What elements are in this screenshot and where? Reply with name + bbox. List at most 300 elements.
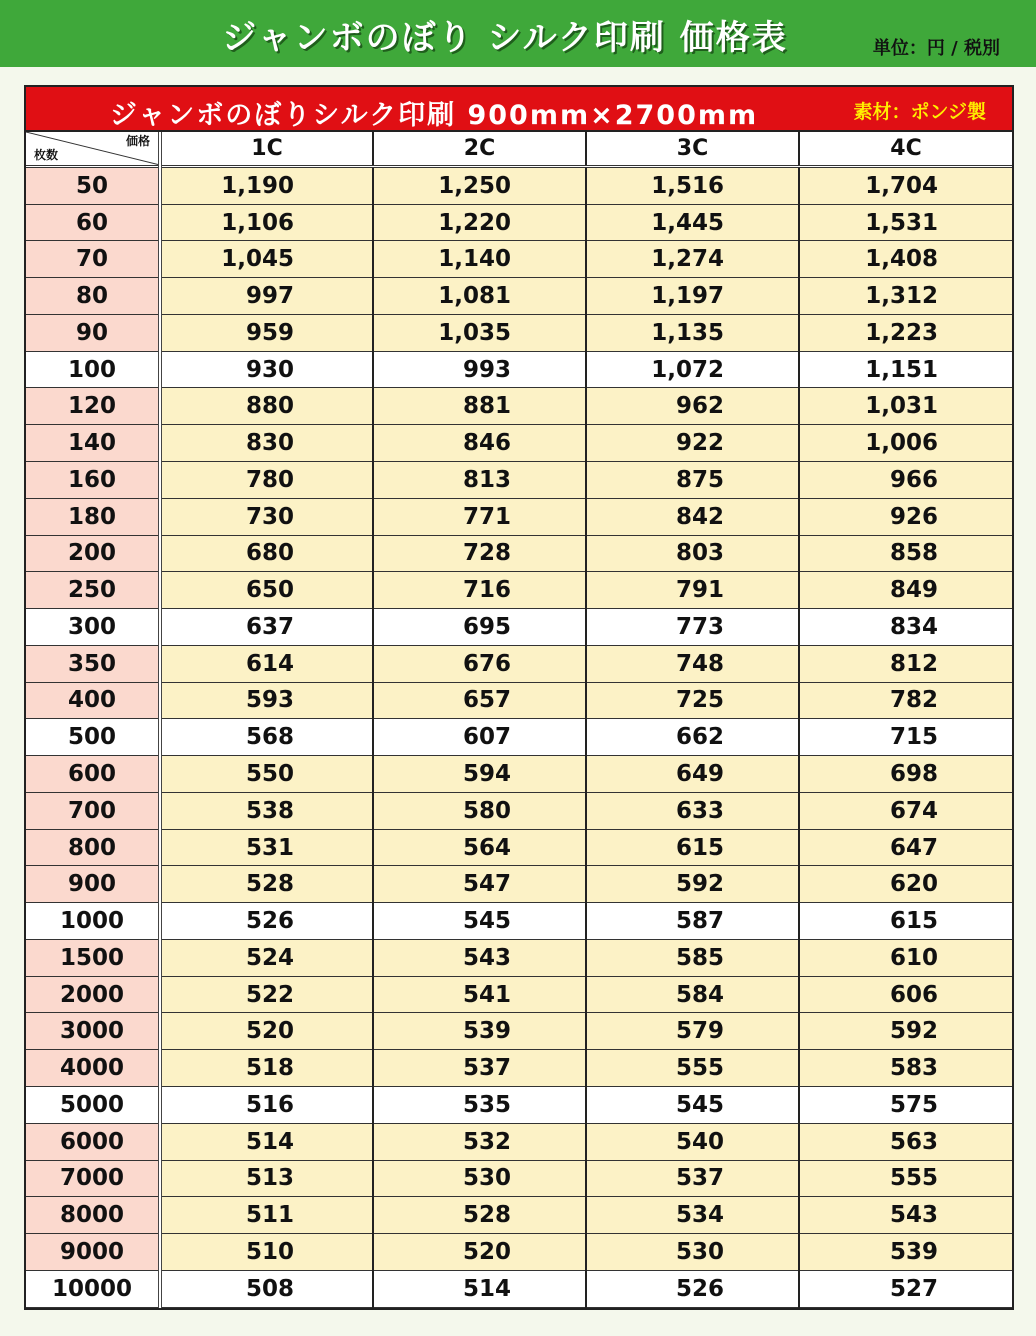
- price-cell: [799, 388, 1012, 425]
- price-table-panel: [24, 85, 1014, 1310]
- price-cell: [373, 609, 586, 646]
- table-row: [26, 1270, 1012, 1307]
- price-cell: [586, 609, 799, 646]
- price-cell: [373, 204, 586, 241]
- price-value: 997: [245, 283, 294, 310]
- price-cell: [160, 535, 373, 572]
- price-cell: [160, 866, 373, 903]
- price-value: 834: [889, 613, 938, 640]
- price-value: 518: [245, 1055, 294, 1082]
- title-banner: [0, 0, 1036, 67]
- qty-cell: 1500: [26, 939, 160, 976]
- qty-cell: 600: [26, 756, 160, 793]
- table-row: [26, 1234, 1012, 1271]
- price-value: 555: [889, 1165, 938, 1192]
- price-value: 922: [675, 430, 724, 457]
- price-value: 962: [675, 393, 724, 420]
- price-value: 1,408: [865, 246, 938, 273]
- price-value: 522: [245, 981, 294, 1008]
- price-value: 674: [889, 797, 938, 824]
- price-cell: [160, 166, 373, 204]
- price-cell: [799, 609, 1012, 646]
- price-value: 620: [889, 871, 938, 898]
- price-value: 534: [675, 1202, 724, 1229]
- price-cell: [160, 1234, 373, 1271]
- qty-cell: 250: [26, 572, 160, 609]
- price-cell: [586, 976, 799, 1013]
- price-value: 662: [675, 724, 724, 751]
- table-row: [26, 388, 1012, 425]
- price-value: 1,250: [438, 172, 511, 199]
- price-value: 510: [245, 1238, 294, 1265]
- price-value: 1,045: [221, 246, 294, 273]
- price-cell: [586, 939, 799, 976]
- price-cell: [160, 462, 373, 499]
- price-value: 584: [675, 981, 724, 1008]
- price-cell: [799, 425, 1012, 462]
- price-cell: [373, 425, 586, 462]
- price-cell: [586, 1123, 799, 1160]
- price-value: 607: [462, 724, 511, 751]
- price-cell: [373, 903, 586, 940]
- price-value: 1,445: [651, 209, 724, 236]
- price-value: 1,135: [651, 319, 724, 346]
- price-cell: [373, 166, 586, 204]
- table-row: [26, 1160, 1012, 1197]
- price-cell: [160, 645, 373, 682]
- corner-cell: [26, 132, 160, 166]
- price-cell: [373, 866, 586, 903]
- table-row: [26, 939, 1012, 976]
- price-cell: [160, 903, 373, 940]
- price-cell: [373, 1123, 586, 1160]
- price-value: 592: [675, 871, 724, 898]
- price-value: 846: [462, 430, 511, 457]
- price-cell: [586, 1013, 799, 1050]
- qty-cell: 100: [26, 351, 160, 388]
- corner-price-label: 価格: [125, 134, 150, 148]
- table-row: [26, 425, 1012, 462]
- price-cell: [799, 1197, 1012, 1234]
- price-cell: [586, 535, 799, 572]
- table-row: [26, 756, 1012, 793]
- price-cell: [373, 1160, 586, 1197]
- table-row: [26, 1123, 1012, 1160]
- price-value: 715: [889, 724, 938, 751]
- column-header-1c: 1C: [160, 132, 373, 166]
- qty-cell: 5000: [26, 1087, 160, 1124]
- price-value: 526: [245, 908, 294, 935]
- price-value: 532: [462, 1128, 511, 1155]
- price-cell: [373, 572, 586, 609]
- price-cell: [799, 278, 1012, 315]
- price-cell: [160, 939, 373, 976]
- price-cell: [160, 756, 373, 793]
- qty-cell: 500: [26, 719, 160, 756]
- price-cell: [373, 1013, 586, 1050]
- price-value: 540: [675, 1128, 724, 1155]
- price-value: 579: [675, 1018, 724, 1045]
- price-cell: [160, 278, 373, 315]
- price-value: 858: [889, 540, 938, 567]
- price-value: 539: [889, 1238, 938, 1265]
- column-header-4c: 4C: [799, 132, 1012, 166]
- price-value: 966: [889, 466, 938, 493]
- price-cell: [586, 204, 799, 241]
- price-value: 594: [462, 761, 511, 787]
- price-cell: [373, 1270, 586, 1307]
- price-cell: [586, 1050, 799, 1087]
- price-value: 531: [245, 834, 294, 861]
- price-cell: [799, 866, 1012, 903]
- price-value: 568: [245, 724, 294, 751]
- table-row: [26, 976, 1012, 1013]
- qty-cell: 400: [26, 682, 160, 719]
- table-row: [26, 166, 1012, 204]
- price-cell: [586, 682, 799, 719]
- price-cell: [799, 166, 1012, 204]
- price-cell: [160, 792, 373, 829]
- table-row: [26, 572, 1012, 609]
- qty-cell: 350: [26, 645, 160, 682]
- qty-cell: 700: [26, 792, 160, 829]
- price-cell: [160, 1087, 373, 1124]
- price-table: [26, 132, 1012, 1308]
- price-cell: [799, 829, 1012, 866]
- price-cell: [160, 719, 373, 756]
- price-cell: [586, 829, 799, 866]
- table-row: [26, 204, 1012, 241]
- price-value: 1,072: [651, 356, 724, 383]
- price-value: 538: [245, 797, 294, 824]
- price-cell: [799, 1013, 1012, 1050]
- price-cell: [160, 1123, 373, 1160]
- price-value: 1,006: [865, 430, 938, 457]
- price-cell: [373, 498, 586, 535]
- price-value: 1,531: [865, 209, 938, 236]
- price-value: 539: [462, 1018, 511, 1045]
- table-row: [26, 1087, 1012, 1124]
- price-value: 1,197: [651, 283, 724, 310]
- price-cell: [586, 645, 799, 682]
- table-row: [26, 1197, 1012, 1234]
- price-cell: [373, 1050, 586, 1087]
- price-value: 695: [462, 613, 511, 640]
- price-cell: [799, 204, 1012, 241]
- qty-cell: 2000: [26, 976, 160, 1013]
- price-cell: [586, 241, 799, 278]
- price-cell: [160, 351, 373, 388]
- table-row: [26, 535, 1012, 572]
- price-cell: [160, 241, 373, 278]
- price-cell: [373, 535, 586, 572]
- price-value: 593: [245, 687, 294, 714]
- price-cell: [373, 351, 586, 388]
- price-value: 1,220: [438, 209, 511, 236]
- qty-cell: 160: [26, 462, 160, 499]
- price-cell: [799, 719, 1012, 756]
- price-value: 1,274: [651, 246, 724, 273]
- price-value: 1,140: [438, 246, 511, 273]
- price-value: 716: [462, 577, 511, 604]
- price-cell: [586, 1234, 799, 1271]
- price-cell: [160, 204, 373, 241]
- price-value: 614: [245, 650, 294, 677]
- qty-cell: 200: [26, 535, 160, 572]
- price-value: 555: [675, 1055, 724, 1082]
- price-value: 657: [462, 687, 511, 714]
- price-value: 1,081: [438, 283, 511, 310]
- price-value: 633: [675, 797, 724, 824]
- price-value: 514: [462, 1275, 511, 1302]
- price-value: 543: [889, 1202, 938, 1229]
- price-value: 524: [245, 944, 294, 971]
- price-value: 842: [675, 503, 724, 530]
- price-value: 637: [245, 613, 294, 640]
- price-cell: [160, 1270, 373, 1307]
- qty-cell: 180: [26, 498, 160, 535]
- table-title-bar: [26, 87, 1012, 132]
- table-row: [26, 278, 1012, 315]
- price-value: 606: [889, 981, 938, 1008]
- price-cell: [160, 976, 373, 1013]
- table-row: [26, 462, 1012, 499]
- price-cell: [160, 425, 373, 462]
- price-value: 849: [889, 577, 938, 604]
- table-row: [26, 498, 1012, 535]
- page-title: ジャンボのぼり シルク印刷 価格表: [222, 18, 788, 58]
- price-cell: [586, 719, 799, 756]
- price-cell: [799, 1087, 1012, 1124]
- price-cell: [373, 1197, 586, 1234]
- price-value: 545: [675, 1091, 724, 1118]
- material-label: 素材：ポンジ製: [853, 101, 986, 123]
- table-row: [26, 792, 1012, 829]
- price-cell: [799, 351, 1012, 388]
- price-cell: [373, 756, 586, 793]
- price-cell: [160, 1197, 373, 1234]
- qty-cell: 3000: [26, 1013, 160, 1050]
- price-cell: [586, 903, 799, 940]
- price-value: 610: [889, 944, 938, 971]
- price-value: 771: [462, 503, 511, 530]
- qty-cell: 300: [26, 609, 160, 646]
- price-cell: [586, 166, 799, 204]
- price-value: 535: [462, 1091, 511, 1118]
- price-value: 881: [462, 393, 511, 420]
- price-value: 1,704: [865, 172, 938, 199]
- table-row: [26, 866, 1012, 903]
- price-cell: [373, 976, 586, 1013]
- table-row: [26, 314, 1012, 351]
- table-row: [26, 609, 1012, 646]
- price-value: 564: [462, 834, 511, 861]
- price-cell: [373, 1087, 586, 1124]
- price-cell: [799, 682, 1012, 719]
- price-cell: [586, 498, 799, 535]
- price-cell: [586, 1087, 799, 1124]
- price-cell: [586, 572, 799, 609]
- qty-cell: 10000: [26, 1270, 160, 1307]
- price-value: 930: [245, 356, 294, 383]
- price-cell: [799, 241, 1012, 278]
- price-cell: [799, 976, 1012, 1013]
- qty-cell: 60: [26, 204, 160, 241]
- price-cell: [586, 756, 799, 793]
- table-title: ジャンボのぼりシルク印刷 900mm×2700mm: [109, 100, 759, 131]
- qty-cell: 120: [26, 388, 160, 425]
- corner-qty-label: 枚数: [34, 147, 59, 162]
- price-cell: [160, 682, 373, 719]
- price-value: 791: [675, 577, 724, 604]
- qty-cell: 800: [26, 829, 160, 866]
- price-value: 575: [889, 1091, 938, 1118]
- qty-cell: 4000: [26, 1050, 160, 1087]
- price-value: 875: [675, 466, 724, 493]
- qty-cell: 140: [26, 425, 160, 462]
- price-value: 880: [245, 393, 294, 420]
- price-cell: [799, 756, 1012, 793]
- price-value: 813: [462, 466, 511, 493]
- price-value: 527: [889, 1275, 938, 1302]
- price-cell: [373, 388, 586, 425]
- price-cell: [373, 792, 586, 829]
- price-value: 680: [245, 540, 294, 567]
- price-value: 545: [462, 908, 511, 935]
- price-value: 780: [245, 466, 294, 493]
- table-row: [26, 1013, 1012, 1050]
- qty-cell: 900: [26, 866, 160, 903]
- price-value: 585: [675, 944, 724, 971]
- price-value: 516: [245, 1091, 294, 1118]
- price-value: 615: [889, 908, 938, 935]
- price-cell: [799, 314, 1012, 351]
- qty-cell: 90: [26, 314, 160, 351]
- price-cell: [160, 572, 373, 609]
- price-cell: [160, 829, 373, 866]
- price-value: 587: [675, 908, 724, 935]
- price-value: 773: [675, 613, 724, 640]
- price-value: 537: [675, 1165, 724, 1192]
- price-cell: [373, 939, 586, 976]
- price-value: 782: [889, 687, 938, 714]
- price-value: 993: [462, 356, 511, 383]
- price-value: 650: [245, 577, 294, 604]
- qty-cell: 7000: [26, 1160, 160, 1197]
- price-cell: [799, 903, 1012, 940]
- price-cell: [373, 241, 586, 278]
- price-value: 537: [462, 1055, 511, 1082]
- price-value: 728: [462, 540, 511, 567]
- qty-cell: 8000: [26, 1197, 160, 1234]
- price-cell: [373, 1234, 586, 1271]
- qty-cell: 9000: [26, 1234, 160, 1271]
- price-cell: [160, 1050, 373, 1087]
- price-cell: [799, 1160, 1012, 1197]
- price-value: 541: [462, 981, 511, 1008]
- price-cell: [799, 462, 1012, 499]
- price-value: 547: [462, 871, 511, 898]
- table-row: [26, 645, 1012, 682]
- price-cell: [160, 388, 373, 425]
- price-cell: [586, 314, 799, 351]
- qty-cell: 70: [26, 241, 160, 278]
- price-value: 520: [245, 1018, 294, 1045]
- table-row: [26, 829, 1012, 866]
- price-value: 830: [245, 430, 294, 457]
- price-value: 676: [462, 650, 511, 677]
- table-row: [26, 1050, 1012, 1087]
- price-value: 615: [675, 834, 724, 861]
- price-cell: [586, 1197, 799, 1234]
- qty-cell: 1000: [26, 903, 160, 940]
- price-cell: [586, 1160, 799, 1197]
- price-value: 730: [245, 503, 294, 530]
- price-cell: [799, 1234, 1012, 1271]
- price-cell: [799, 1123, 1012, 1160]
- column-header-2c: 2C: [373, 132, 586, 166]
- price-value: 550: [245, 761, 294, 787]
- price-cell: [586, 351, 799, 388]
- price-cell: [799, 1270, 1012, 1307]
- price-value: 592: [889, 1018, 938, 1045]
- unit-note: 単位：円 / 税別: [872, 38, 1000, 59]
- price-cell: [586, 866, 799, 903]
- price-value: 1,516: [651, 172, 724, 199]
- qty-cell: 6000: [26, 1123, 160, 1160]
- price-cell: [799, 645, 1012, 682]
- price-value: 1,106: [221, 209, 294, 236]
- price-cell: [586, 1270, 799, 1307]
- price-cell: [160, 609, 373, 646]
- price-value: 511: [245, 1202, 294, 1229]
- price-value: 1,312: [865, 283, 938, 310]
- price-value: 1,035: [438, 319, 511, 346]
- price-value: 1,190: [221, 172, 294, 199]
- price-cell: [160, 498, 373, 535]
- table-row: [26, 903, 1012, 940]
- price-value: 803: [675, 540, 724, 567]
- price-cell: [799, 939, 1012, 976]
- price-value: 748: [675, 650, 724, 677]
- table-row: [26, 351, 1012, 388]
- price-value: 580: [462, 797, 511, 824]
- price-value: 959: [245, 319, 294, 346]
- table-row: [26, 682, 1012, 719]
- price-cell: [586, 388, 799, 425]
- price-cell: [799, 572, 1012, 609]
- price-cell: [586, 425, 799, 462]
- price-cell: [373, 278, 586, 315]
- price-value: 508: [245, 1275, 294, 1302]
- price-value: 812: [889, 650, 938, 677]
- price-value: 530: [675, 1238, 724, 1265]
- price-value: 563: [889, 1128, 938, 1155]
- table-row: [26, 719, 1012, 756]
- price-cell: [586, 278, 799, 315]
- table-row: [26, 241, 1012, 278]
- price-value: 1,151: [865, 356, 938, 383]
- price-value: 543: [462, 944, 511, 971]
- price-cell: [586, 792, 799, 829]
- price-cell: [373, 719, 586, 756]
- price-cell: [586, 462, 799, 499]
- price-value: 528: [462, 1202, 511, 1229]
- price-cell: [373, 462, 586, 499]
- price-value: 926: [889, 503, 938, 530]
- price-cell: [373, 829, 586, 866]
- price-value: 725: [675, 687, 724, 714]
